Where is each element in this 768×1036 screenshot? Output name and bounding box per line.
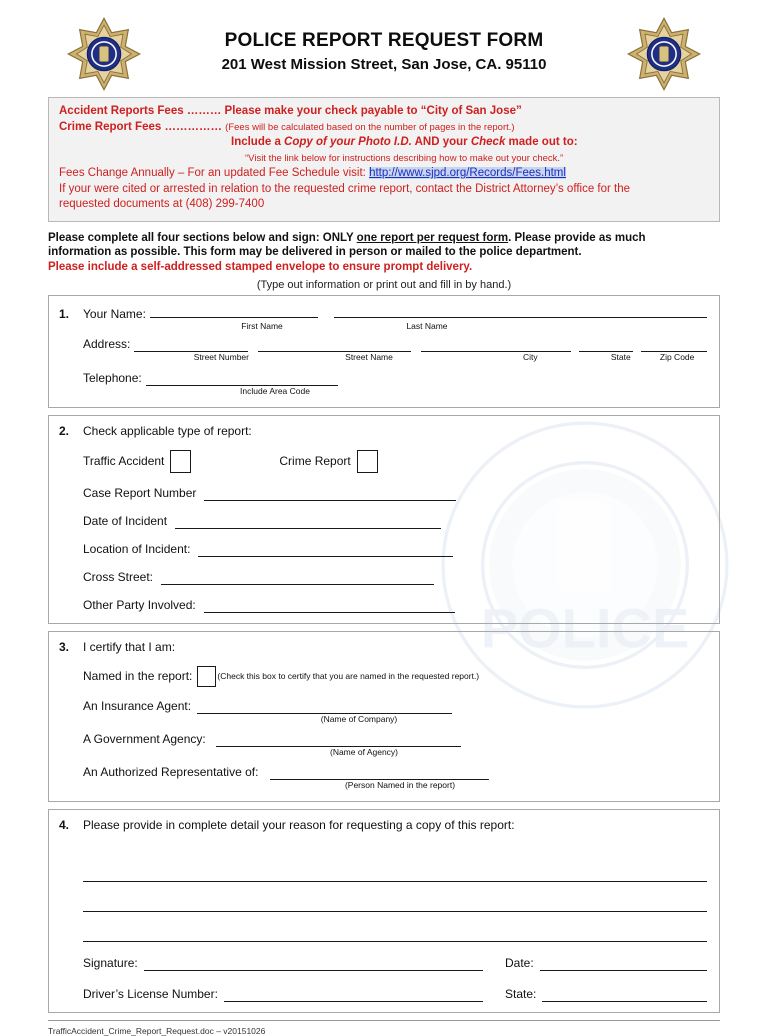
crime-fee-text: (Fees will be calculated based on the number of pages in the report.) <box>225 121 515 133</box>
photo-id-line <box>59 135 709 151</box>
street-name-input[interactable] <box>258 338 411 352</box>
section-2-title: Check applicable type of report: <box>83 424 252 438</box>
section-3-title: I certify that I am: <box>83 640 176 654</box>
state-input[interactable] <box>579 338 633 352</box>
street-number-input[interactable] <box>134 338 248 352</box>
state-field-input[interactable] <box>542 988 707 1002</box>
section-1-telephone-row <box>83 371 707 386</box>
government-agency-row <box>83 732 707 747</box>
other-party-row <box>83 598 707 613</box>
location-of-incident-input[interactable] <box>198 543 452 557</box>
insurance-agent-label: An Insurance Agent: <box>83 699 192 713</box>
svg-text:POLICE: POLICE <box>480 596 690 660</box>
signature-date-row <box>83 956 707 971</box>
document-header <box>48 0 720 92</box>
typeout-note: (Type out information or print out and fill in by hand.) <box>256 279 512 291</box>
date-input[interactable] <box>540 957 707 971</box>
last-name-input[interactable] <box>334 304 707 318</box>
section-4-header <box>59 818 707 832</box>
case-report-number-input[interactable] <box>204 487 455 501</box>
reason-line-2[interactable] <box>83 882 707 912</box>
section-1-telephone-label: Telephone: <box>83 371 142 385</box>
fee-schedule-link[interactable]: http://www.sjpd.org/Records/Fees.html <box>369 167 566 179</box>
authorized-representative-label: An Authorized Representative of: <box>83 765 259 779</box>
caption-person-named: (Person Named in the report) <box>344 780 456 790</box>
caption-company-name: (Name of Company) <box>320 714 398 724</box>
traffic-accident-label: Traffic Accident <box>83 454 165 468</box>
fee-information-box <box>48 97 720 222</box>
signature-input[interactable] <box>144 957 483 971</box>
section-1-number: 1. <box>59 307 70 321</box>
one-report-emphasis: one report per request form <box>356 231 509 244</box>
instructions-envelope-note: Please include a self-addressed stamped envelope to ensure prompt delivery. <box>48 260 473 273</box>
cross-street-row <box>83 570 707 585</box>
page-subtitle: 201 West Mission Street, San Jose, CA. 95110 <box>221 56 547 73</box>
accident-fee-label: Accident Reports Fees ……… <box>59 105 222 117</box>
page-title: POLICE REPORT REQUEST FORM <box>224 30 544 51</box>
other-party-label: Other Party Involved: <box>83 598 196 612</box>
instructions-line-2: information as possible. This form may be delivered in person or mailed to the police department. <box>48 246 582 258</box>
crime-fee-line <box>59 120 709 136</box>
city-input[interactable] <box>421 338 571 352</box>
police-badge-icon-right <box>626 16 702 92</box>
date-of-incident-row <box>83 514 707 529</box>
first-name-input[interactable] <box>150 304 318 318</box>
check-emphasis: Check <box>470 136 506 148</box>
cross-street-label: Cross Street: <box>83 570 154 584</box>
reason-line-3[interactable] <box>83 912 707 942</box>
fee-schedule-text: Fees Change Annually – For an updated Fee Schedule visit: <box>59 167 366 179</box>
section-1-address-captions <box>83 352 707 363</box>
section-3-header <box>59 640 707 654</box>
fee-schedule-line <box>59 166 709 182</box>
section-1-address-row <box>83 337 707 352</box>
include-prefix: Include a <box>231 136 285 148</box>
caption-city: City <box>523 352 538 362</box>
section-1-name-label: Your Name: <box>83 307 146 321</box>
zip-code-input[interactable] <box>641 338 707 352</box>
traffic-accident-checkbox[interactable] <box>170 450 191 473</box>
section-2-header <box>59 424 707 438</box>
drivers-license-input[interactable] <box>224 988 483 1002</box>
visit-link-note: “Visit the link below for instructions describing how to make out your check.” <box>245 152 564 164</box>
section-4-title: Please provide in complete detail your reason for requesting a copy of this report: <box>83 818 515 832</box>
named-in-report-row <box>83 666 707 687</box>
reason-line-1[interactable] <box>83 852 707 882</box>
authorized-representative-row <box>83 765 707 780</box>
section-1-address-label: Address: <box>83 337 131 351</box>
section-1-name-captions <box>83 321 707 332</box>
include-middle: AND your <box>411 136 471 148</box>
case-report-number-row <box>83 486 707 501</box>
section-3-certification <box>48 631 720 802</box>
photo-id-emphasis: Copy of your Photo I.D. <box>284 136 412 148</box>
caption-state: State <box>610 352 631 362</box>
caption-street-name: Street Name <box>345 352 393 362</box>
document-footer <box>48 1020 720 1036</box>
caption-zip-code: Zip Code <box>659 352 695 362</box>
instructions-block <box>48 231 720 275</box>
accident-fee-text: Please make your check payable to “City of San Jose” <box>224 105 522 117</box>
government-agency-label: A Government Agency: <box>83 732 206 746</box>
drivers-license-label: Driver’s License Number: <box>83 987 218 1001</box>
crime-report-checkbox[interactable] <box>357 450 378 473</box>
caption-street-number: Street Number <box>193 352 249 362</box>
district-attorney-line-2: requested documents at (408) 299-7400 <box>59 198 265 210</box>
location-of-incident-row <box>83 542 707 557</box>
authorized-representative-input[interactable] <box>270 766 488 780</box>
named-in-report-checkbox[interactable] <box>197 666 216 687</box>
date-of-incident-label: Date of Incident <box>83 514 168 528</box>
district-attorney-line-1: If your were cited or arrested in relation to the requested crime report, contact the District Attorney’s office for the <box>59 182 631 195</box>
telephone-input[interactable] <box>146 372 338 386</box>
crime-fee-label: Crime Report Fees …………… <box>59 120 222 133</box>
caption-area-code: Include Area Code <box>240 386 310 396</box>
caption-last-name: Last Name <box>406 321 448 331</box>
date-of-incident-input[interactable] <box>175 515 441 529</box>
section-2-number: 2. <box>59 424 70 438</box>
caption-first-name: First Name <box>241 321 283 331</box>
named-in-report-label: Named in the report: <box>83 669 193 683</box>
crime-report-label: Crime Report <box>279 454 351 468</box>
insurance-agent-input[interactable] <box>197 700 452 714</box>
insurance-agent-row <box>83 699 707 714</box>
accident-fee-line <box>59 104 709 120</box>
include-suffix: made out to: <box>505 136 578 148</box>
date-label: Date: <box>505 956 534 970</box>
section-1-personal-info <box>48 295 720 408</box>
section-1-telephone-caption <box>83 386 707 397</box>
section-3-number: 3. <box>59 640 70 654</box>
footer-filename: TrafficAccident_Crime_Report_Request.doc – v20151026 <box>48 1026 266 1036</box>
insurance-caption-row <box>83 714 707 725</box>
license-state-row <box>83 987 707 1002</box>
report-type-checkbox-row <box>83 450 707 473</box>
named-in-report-note: (Check this box to certify that you are named in the requested report.) <box>217 671 480 681</box>
police-badge-icon-left <box>66 16 142 92</box>
government-agency-input[interactable] <box>216 733 462 747</box>
signature-label: Signature: <box>83 956 138 970</box>
reason-textarea[interactable] <box>83 852 707 942</box>
person-caption-row <box>83 780 707 791</box>
section-2-report-type <box>48 415 720 624</box>
cross-street-input[interactable] <box>161 571 434 585</box>
section-4-reason <box>48 809 720 1013</box>
other-party-input[interactable] <box>204 599 456 613</box>
state-label: State: <box>505 987 537 1001</box>
location-of-incident-label: Location of Incident: <box>83 542 191 556</box>
case-report-number-label: Case Report Number <box>83 486 197 500</box>
instructions-line-1: Please complete all four sections below and sign: ONLY one report per request form. Please provide as much <box>48 231 646 244</box>
section-4-number: 4. <box>59 818 70 832</box>
section-1-header <box>59 304 707 321</box>
agency-caption-row <box>83 747 707 758</box>
caption-agency-name: (Name of Agency) <box>329 747 399 757</box>
